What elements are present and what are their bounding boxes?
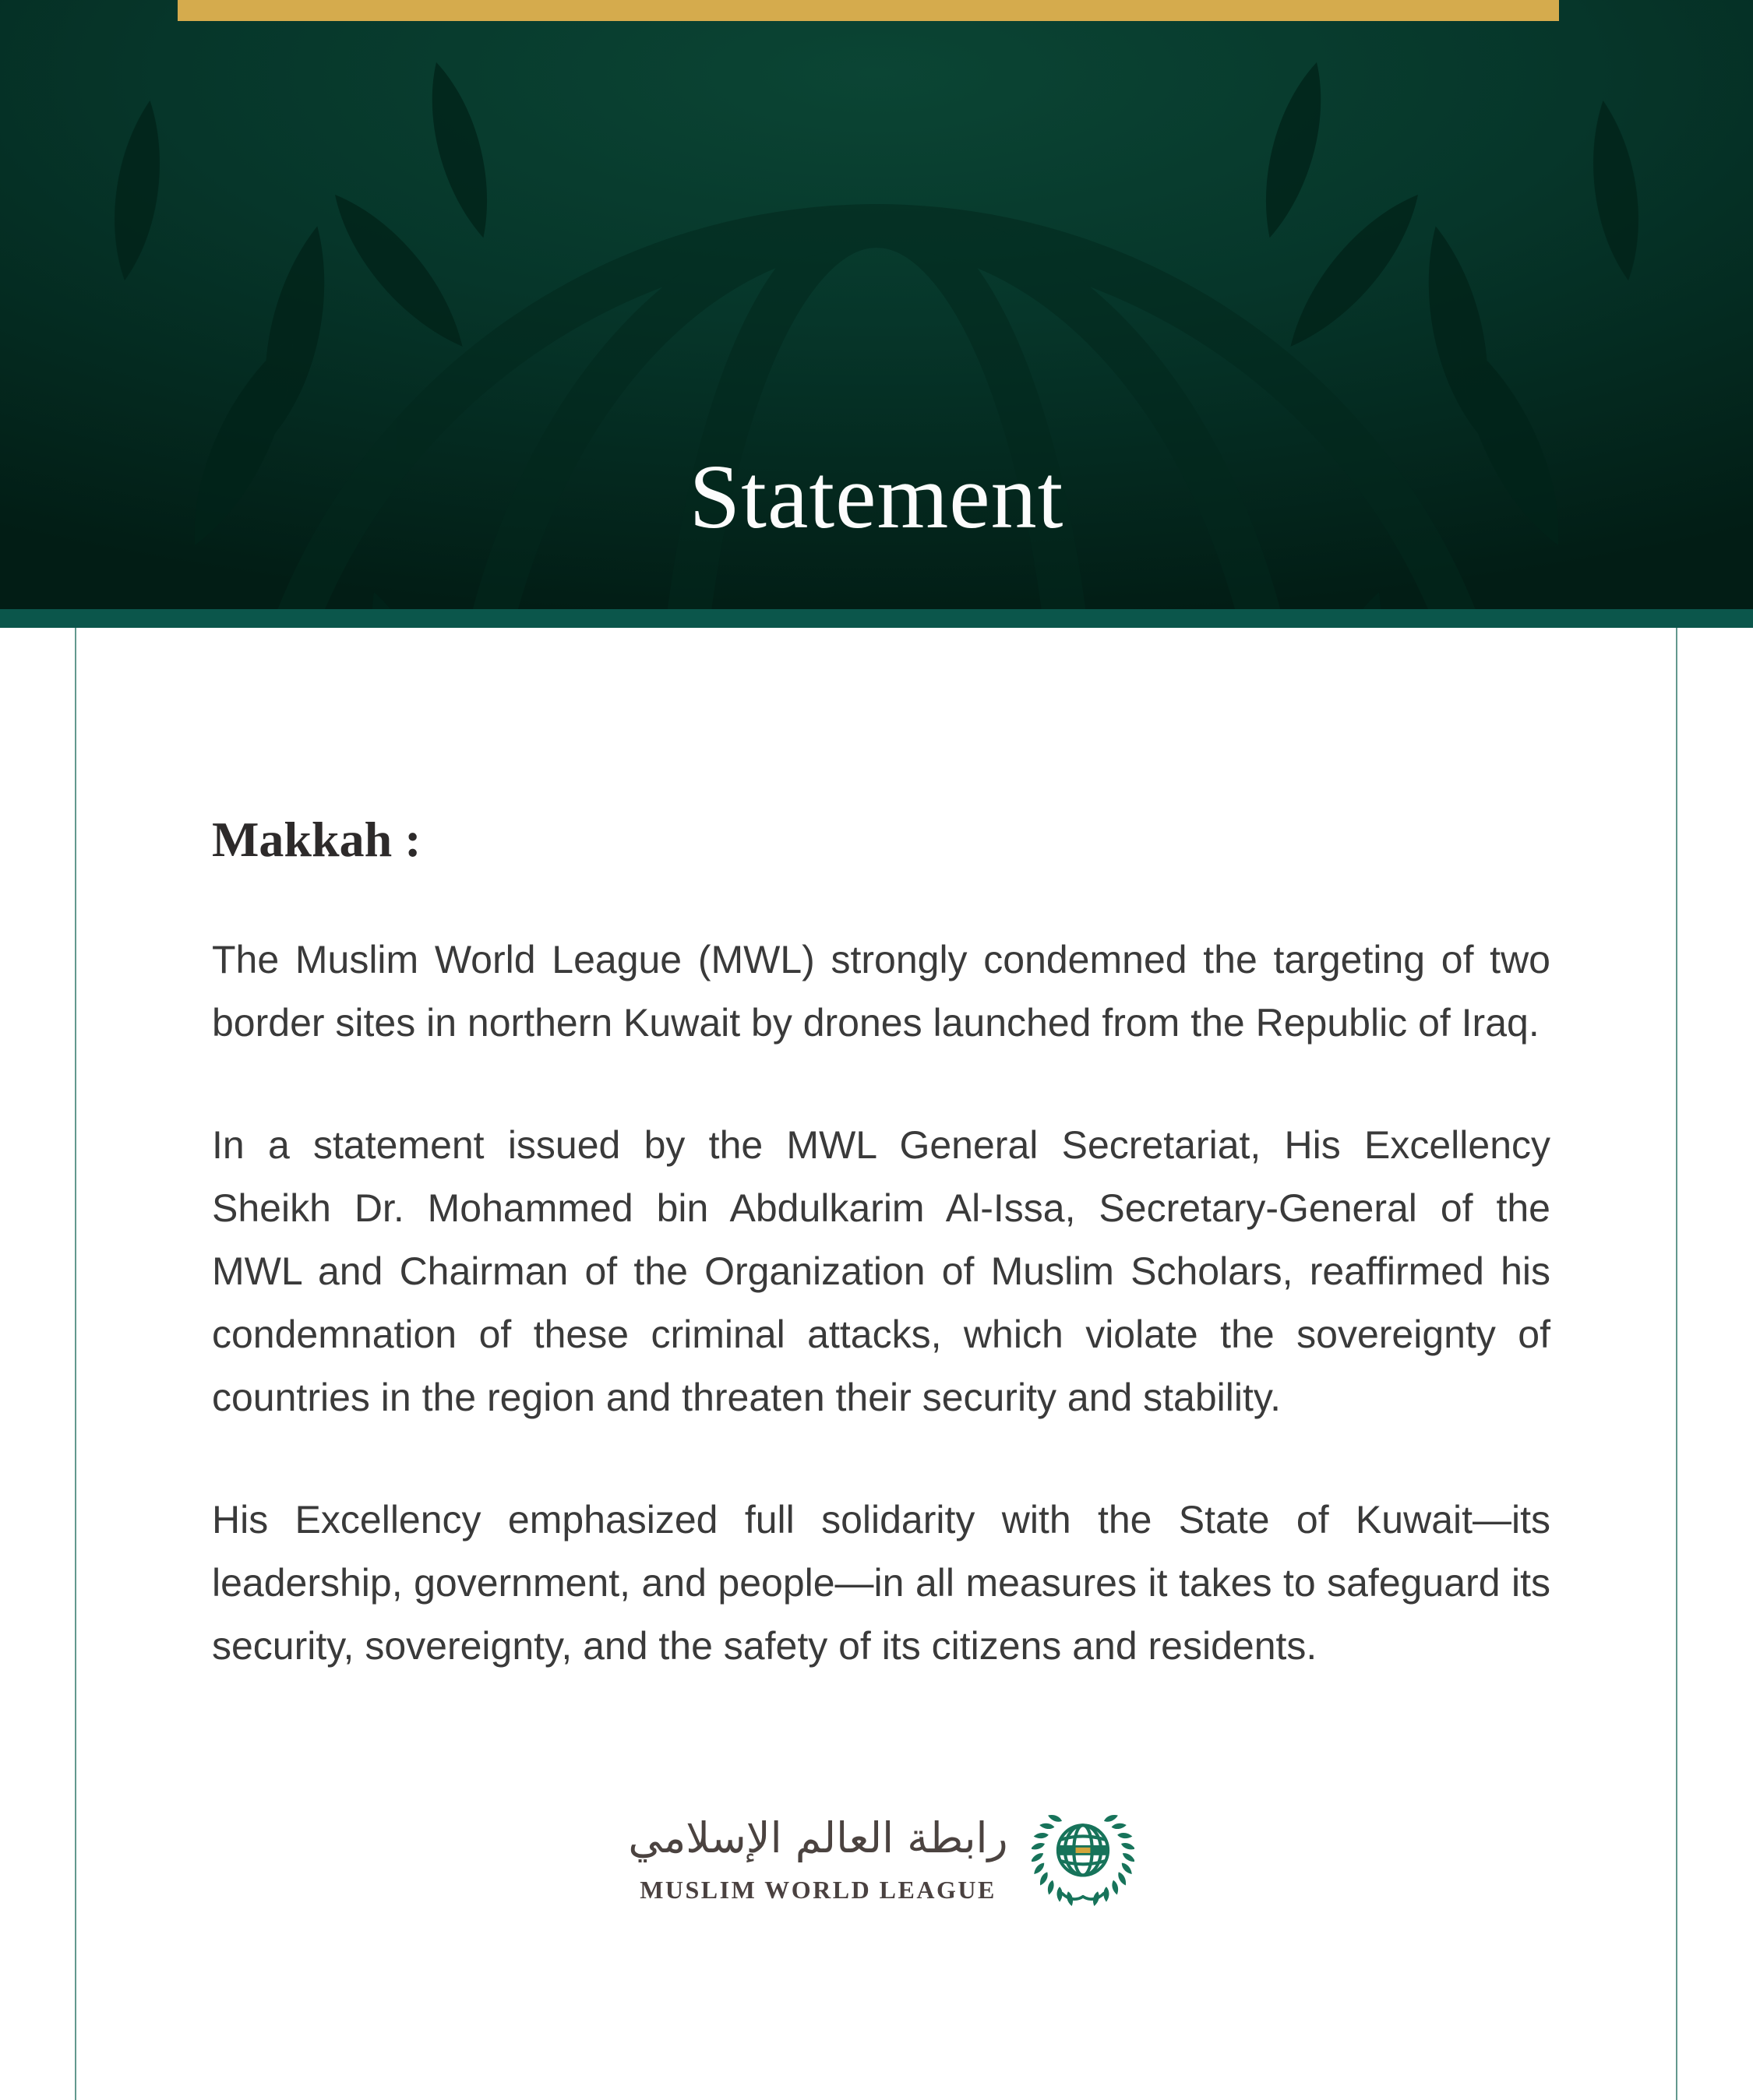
content-area xyxy=(0,628,1753,2100)
header-divider-band xyxy=(0,609,1753,628)
location-heading: Makkah : xyxy=(212,812,421,867)
statement-paragraph-1: The Muslim World League (MWL) strongly condemned the targeting of two border sites in northern Kuwait by drones launched from the Republic of Iraq. xyxy=(212,938,1550,1045)
mwl-logo-arabic-name: رابطة العالم الإسلامي xyxy=(628,1813,1008,1862)
mwl-emblem-icon xyxy=(1032,1802,1134,1908)
statement-paragraph-2: In a statement issued by the MWL General Secretariat, His Excellency Sheikh Dr. Mohammed bin Abdulkarim Al-Issa, Secretary-General of the MWL and Chairman of the Organization of Muslim Scholars, reaffirmed his condemnation of these criminal attacks, which violate the sovereignty of countries in the region and threaten their security and stability. xyxy=(212,1123,1550,1419)
statement-paragraph-3: His Excellency emphasized full solidarity with the State of Kuwait—its leadership, government, and people—in all measures it takes to safeguard its security, sovereignty, and the safety of its citizens and residents. xyxy=(212,1498,1550,1668)
mwl-logo-wordmark: MUSLIM WORLD LEAGUE xyxy=(640,1876,996,1904)
gold-accent-bar xyxy=(178,0,1559,21)
page-title: Statement xyxy=(689,446,1064,548)
kaaba-band-icon xyxy=(1075,1848,1090,1853)
statement-header xyxy=(0,0,1753,609)
wreath-icon xyxy=(1032,1813,1134,1907)
mwl-logo xyxy=(212,1802,1550,1908)
